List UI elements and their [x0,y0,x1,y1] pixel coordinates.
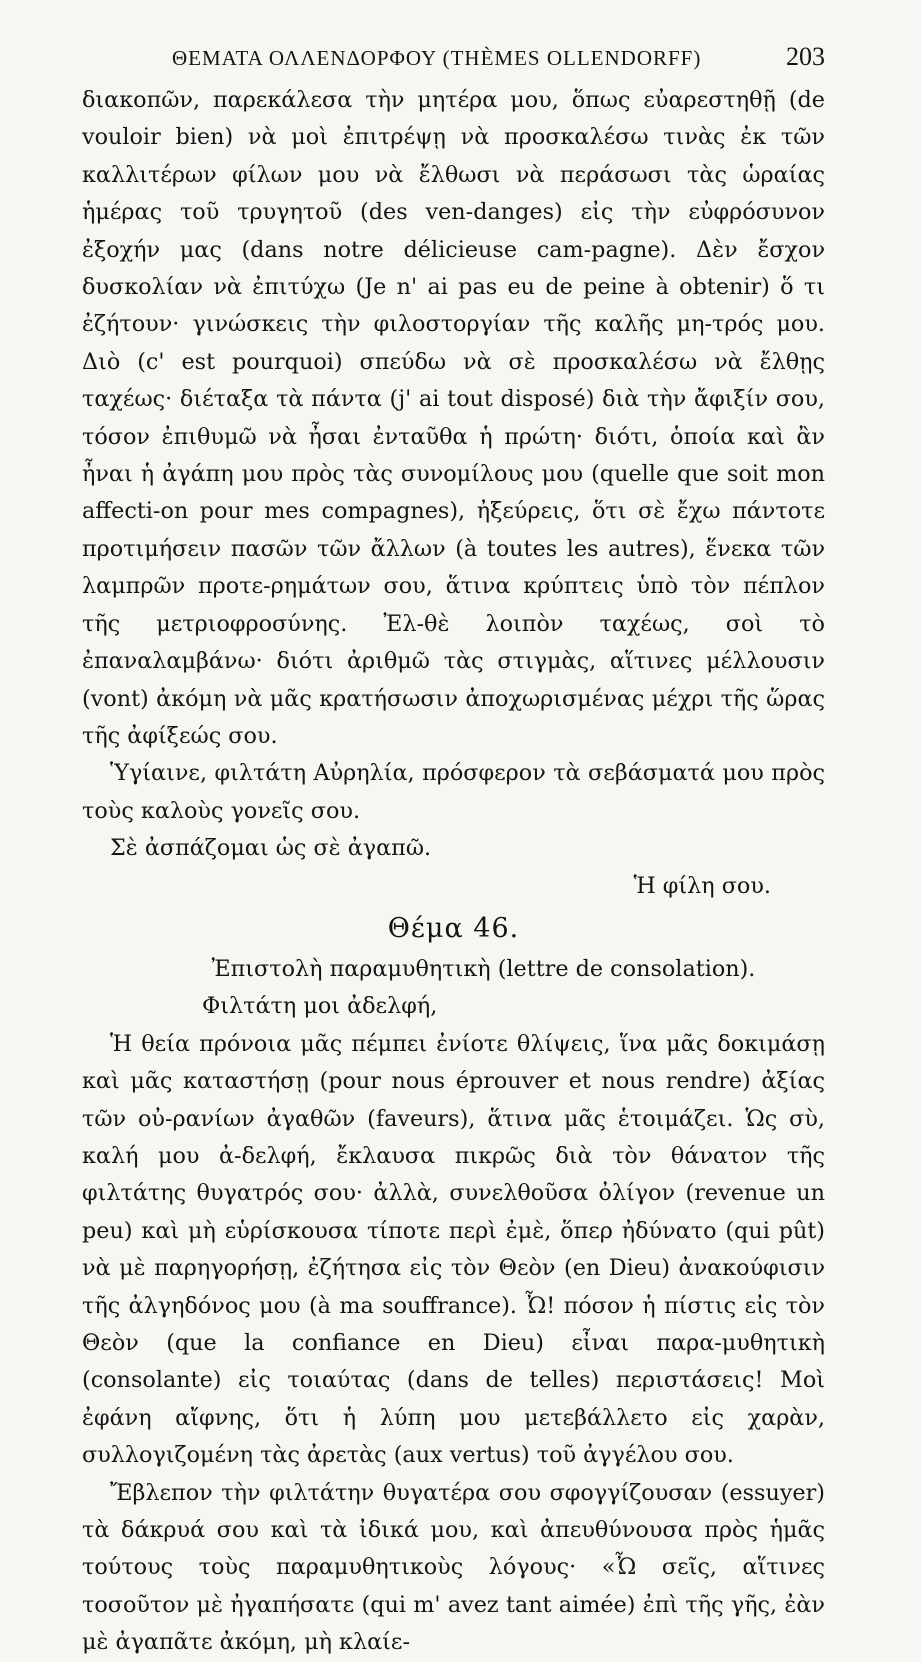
letter-signature: Ἡ φίλη σου. [633,872,771,899]
paragraph-farewell: Ὑγίαινε, φιλτάτη Αὐρηλία, πρόσφερον τὰ σεβάσματά μου πρὸς τοὺς καλοὺς γονεῖς σου. [82,760,825,824]
paragraph-consolation-2: Ἔβλεπον τὴν φιλτάτην θυγατέρα σου σφογγίζουσαν (essuyer) τὰ δάκρυά σου καὶ τὰ ἰδικά μου, καὶ ἀπευθύνουσα πρὸς ἡμᾶς τούτους τοὺς παραμυθητικοὺς λόγους· «Ὦ σεῖς, αἵτινες τοσοῦτον μὲ ἠγαπήσατε (qui m' avez tant aimée) ἐπὶ τῆς γῆς, ἐὰν μὲ ἀγαπᾶτε ἀκόμη, μὴ κλαίε- [82,1479,825,1656]
page-number: 203 [786,42,825,71]
letter-salutation: Φιλτάτη μοι ἀδελφή, [202,993,438,1020]
exercise-heading: Θέμα 46. [387,912,520,944]
running-header [82,42,825,72]
paragraph-continued: διακοπῶν, παρεκάλεσα τὴν μητέρα μου, ὅπως εὐαρεστηθῇ (de vouloir bien) νὰ μοὶ ἐπιτρέψῃ νὰ προσκαλέσω τινὰς ἐκ τῶν καλλιτέρων φίλων μου νὰ ἔλθωσι νὰ περάσωσι τὰς ὡραίας ἡμέρας τοῦ τρυγητοῦ (des ven-danges) εἰς τὴν εὐφρόσυνον ἐξοχήν μας (dans notre délicieuse cam-pagne). Δὲν ἔσχον δυσκολίαν νὰ ἐπιτύχω (Je n' ai pas eu de peine à obtenir) ὅ τι ἐζήτουν· γινώσκεις τὴν φιλοστοργίαν τῆς καλῆς μη-τρός μου. Διὸ (c' est pourquoi) σπεύδω νὰ σὲ προσκαλέσω νὰ ἔλθῃς ταχέως· διέταξα τὰ πάντα (j' ai tout disposé) διὰ τὴν ἄφιξίν σου, τόσον ἐπιθυμῶ νὰ ἦσαι ἐνταῦθα ἡ πρώτη· διότι, ὁποία καὶ ἂν ἦναι ἡ ἀγάπη μου πρὸς τὰς συνομίλους μου (quelle que soit mon affecti-on pour mes compagnes), ἠξεύρεις, ὅτι σὲ ἔχω πάντοτε προτιμήσειν πασῶν τῶν ἄλλων (à toutes les autres), ἕνεκα τῶν λαμπρῶν προτε-ρημάτων σου, ἅτινα κρύπτεις ὑπὸ τὸν πέπλον τῆς μετριοφροσύνης. Ἐλ-θὲ λοιπὸν ταχέως, σοὶ τὸ ἐπαναλαμβάνω· διότι ἀριθμῶ τὰς στιγμὰς, αἵτινες μέλλουσιν (vont) ἀκόμη νὰ μᾶς κρατήσωσιν ἀποχωρισμένας μέχρι τῆς ὥρας τῆς ἀφίξεώς σου. [82,87,825,749]
paragraph-consolation-1: Ἡ θεία πρόνοια μᾶς πέμπει ἐνίοτε θλίψεις, ἵνα μᾶς δοκιμάσῃ καὶ μᾶς καταστήσῃ (pour nous éprouver et nous rendre) ἀξίας τῶν οὐ-ρανίων ἀγαθῶν (faveurs), ἅτινα μᾶς ἑτοιμάζει. Ὡς σὺ, καλή μου ἀ-δελφή, ἔκλαυσα πικρῶς διὰ τὸν θάνατον τῆς φιλτάτης θυγατρός σου· ἀλλὰ, συνελθοῦσα ὀλίγον (revenue un peu) καὶ μὴ εὑρίσκουσα τίποτε περὶ ἐμὲ, ὅπερ ἠδύνατο (qui pût) νὰ μὲ παρηγορήσῃ, ἐζήτησα εἰς τὸν Θεὸν (en Dieu) ἀνακούφισιν τῆς ἀλγηδόνος μου (à ma souffrance). Ὦ! πόσον ἡ πίστις εἰς τὸν Θεὸν (que la confiance en Dieu) εἶναι παρα-μυθητικὴ (consolante) εἰς τοιαύτας (dans de telles) περιστάσεις! Μοὶ ἐφάνη αἴφνης, ὅτι ἡ λύπη μου μετεβάλλετο εἰς χαρὰν, συλλογιζομένη τὰς ἀρετὰς (aux vertus) τοῦ ἀγγέλου σου. [82,1030,825,1469]
paragraph-closing: Σὲ ἀσπάζομαι ὡς σὲ ἀγαπῶ. [110,835,432,862]
letter-title: Ἐπιστολὴ παραμυθητικὴ (lettre de consolation). [211,955,756,982]
page-text [82,82,825,1662]
running-title: ΘΕΜΑΤΑ ΟΛΛΕΝΔΟΡΦΟΥ (THÈMES OLLENDORFF) [172,46,702,70]
